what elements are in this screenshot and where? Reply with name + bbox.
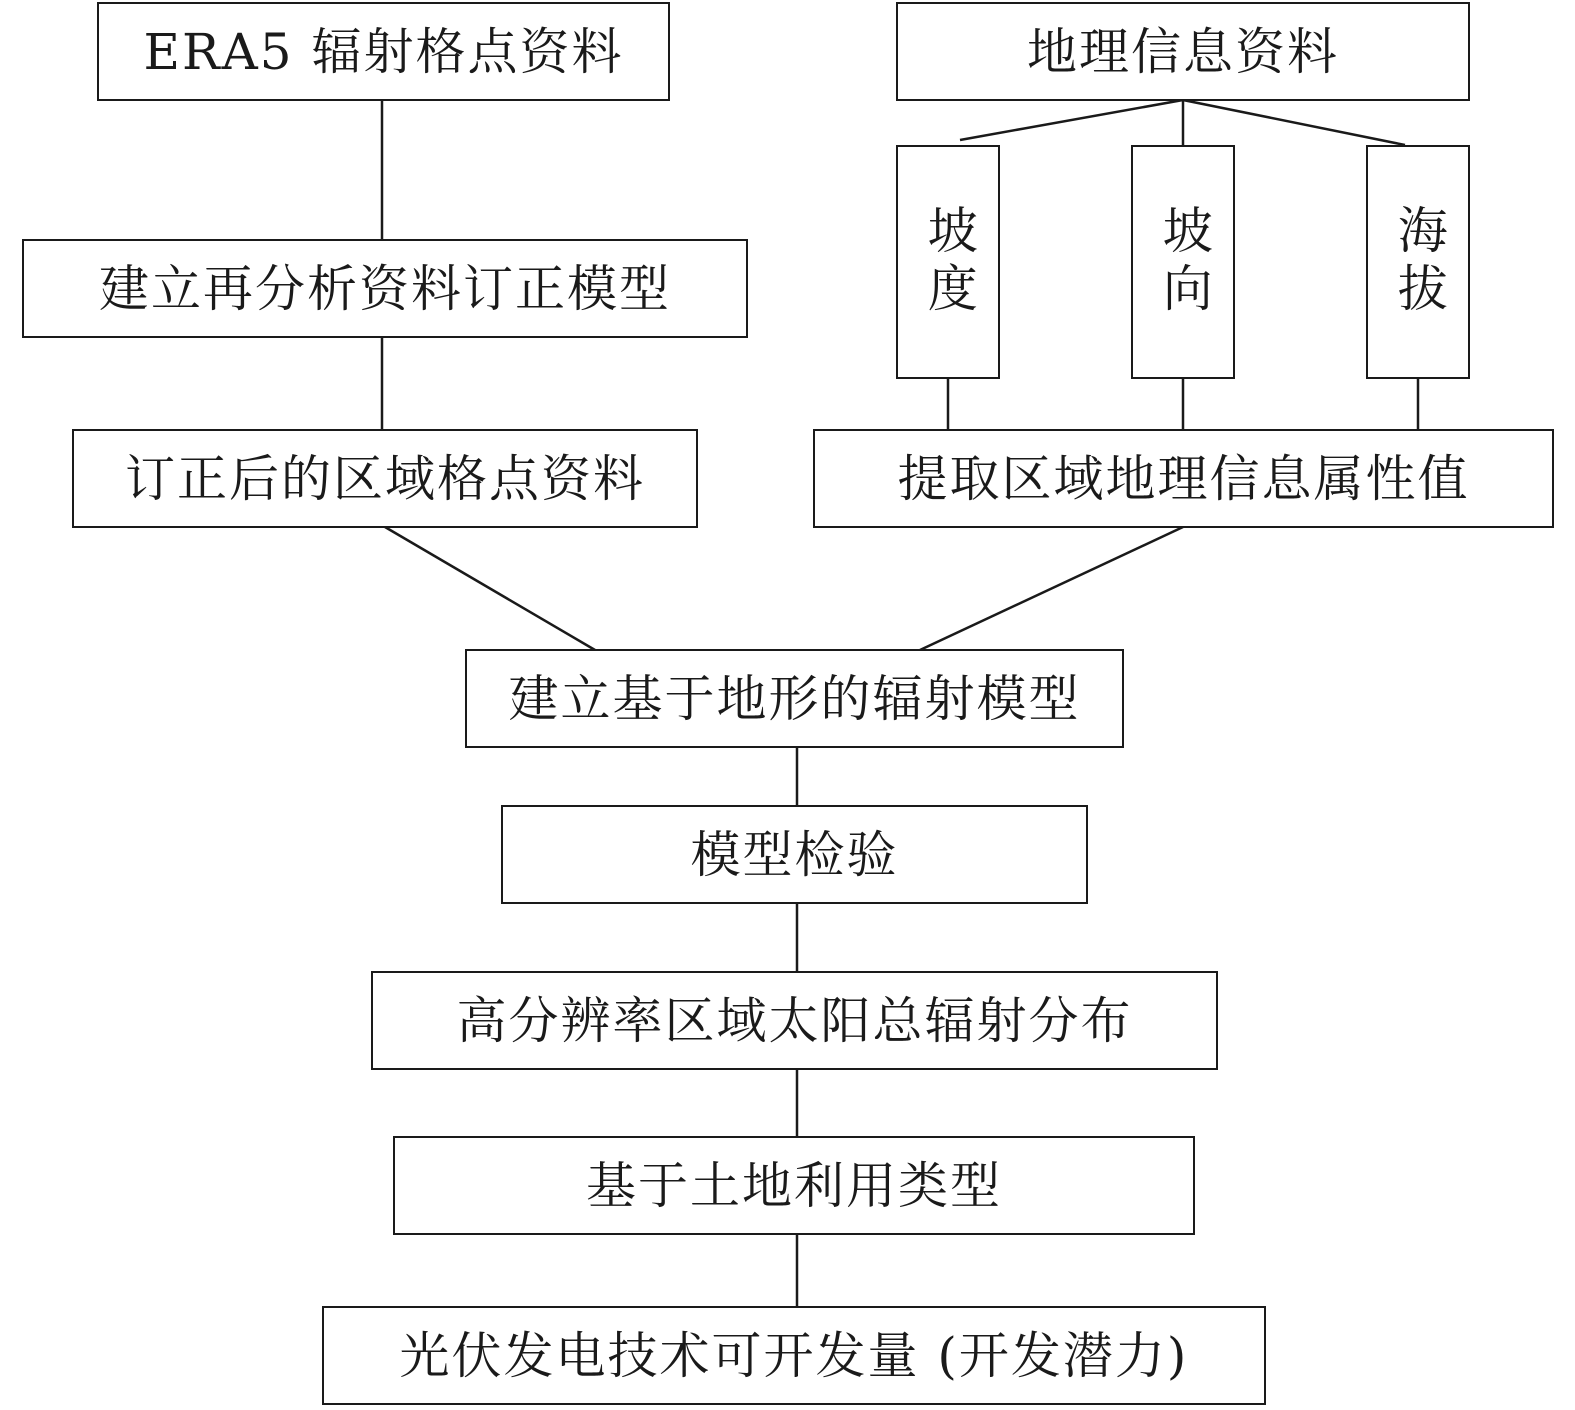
terrain-model-box [465, 649, 1124, 748]
correction-model-box [22, 239, 748, 338]
geo-attributes-box [813, 429, 1554, 528]
geo-attributes-label: 提取区域地理信息属性值 [897, 449, 1470, 508]
aspect-label: 坡向 [1154, 204, 1213, 320]
era5-data-label: ERA5 辐射格点资料 [143, 22, 624, 81]
geo-info-box [896, 2, 1470, 101]
land-use-label: 基于土地利用类型 [586, 1156, 1002, 1215]
era5-data-box [97, 2, 670, 101]
geo-info-label: 地理信息资料 [1027, 22, 1339, 81]
land-use-box [393, 1136, 1195, 1235]
aspect-box [1131, 145, 1235, 379]
corrected-grid-box [72, 429, 698, 528]
pv-potential-label: 光伏发电技术可开发量 (开发潜力) [399, 1326, 1189, 1385]
model-validation-box [501, 805, 1088, 904]
link-geo-to-slope [960, 100, 1183, 140]
link-corrected-to-terrain [385, 527, 595, 650]
slope-box [896, 145, 1000, 379]
radiation-distribution-label: 高分辨率区域太阳总辐射分布 [456, 991, 1133, 1050]
link-geo-to-elevation [1183, 100, 1405, 145]
link-attributes-to-terrain [920, 527, 1183, 650]
correction-model-label: 建立再分析资料订正模型 [99, 259, 671, 318]
corrected-grid-label: 订正后的区域格点资料 [125, 449, 645, 508]
terrain-model-label: 建立基于地形的辐射模型 [508, 669, 1081, 728]
radiation-distribution-box [371, 971, 1218, 1070]
model-validation-label: 模型检验 [690, 825, 899, 884]
pv-potential-box [322, 1306, 1266, 1405]
slope-label: 坡度 [919, 204, 978, 320]
elevation-label: 海拔 [1389, 204, 1448, 320]
elevation-box [1366, 145, 1470, 379]
